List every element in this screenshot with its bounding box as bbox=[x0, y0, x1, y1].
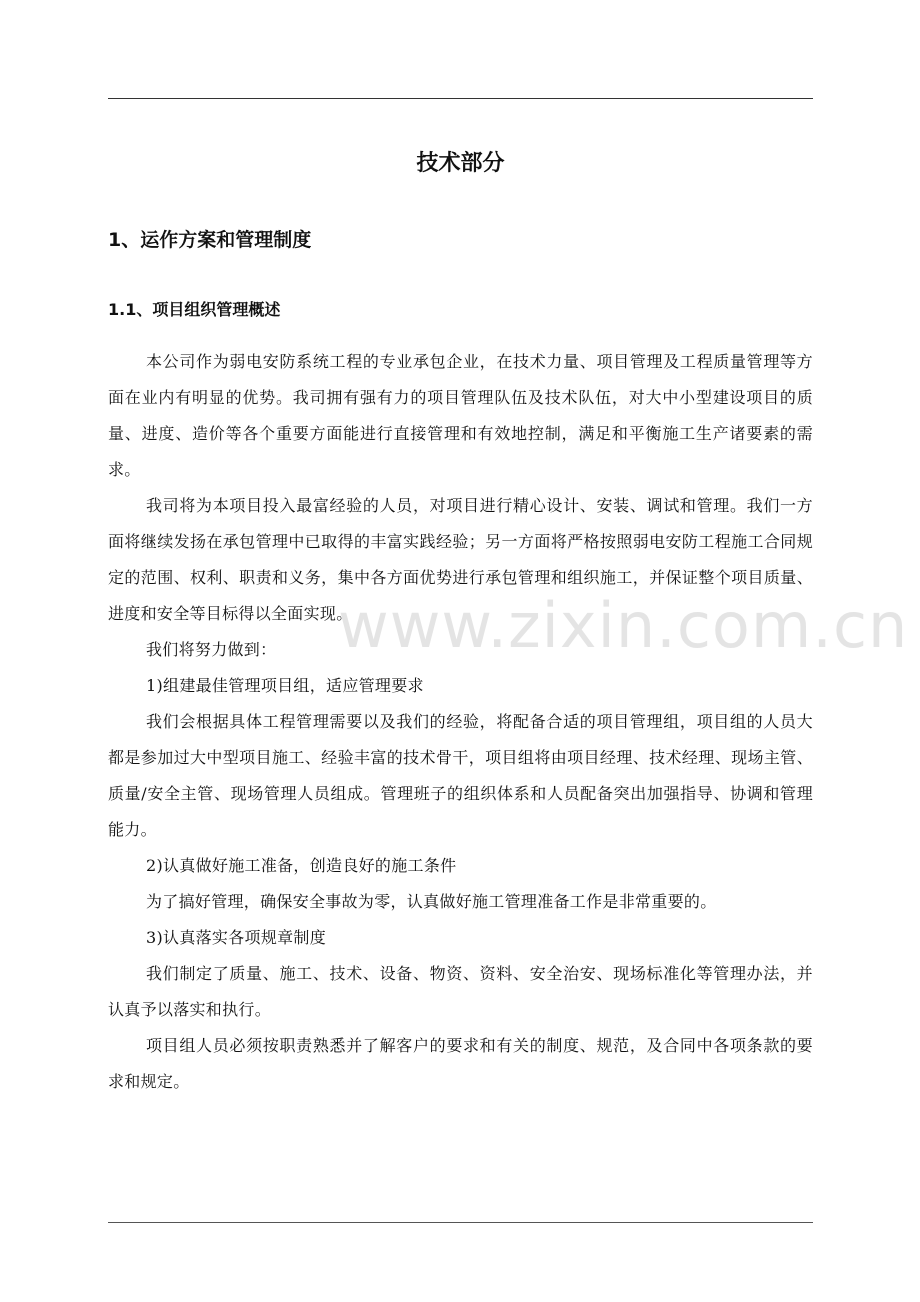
watermark: www.zixin.com.cn bbox=[338, 589, 909, 662]
paragraph: 我司将为本项目投入最富经验的人员，对项目进行精心设计、安装、调试和管理。我们一方面将继续发扬在承包管理中已取得的丰富实践经验；另一方面将严格按照弱电安防工程施工合同规定的范围、权利、职责和义务，集中各方面优势进行承包管理和组织施工，并保证整个项目质量、进度和安全等目标得以全面实现。 bbox=[108, 496, 813, 623]
paragraph: 我们将努力做到： bbox=[146, 640, 277, 659]
list-item-heading: 1)组建最佳管理项目组，适应管理要求 bbox=[146, 676, 424, 695]
section-heading: 1、运作方案和管理制度 bbox=[108, 229, 312, 251]
subsection-heading: 1.1、项目组织管理概述 bbox=[108, 300, 281, 319]
list-item-heading: 3)认真落实各项规章制度 bbox=[146, 928, 327, 947]
footer-rule bbox=[108, 1222, 813, 1223]
paragraph: 我们制定了质量、施工、技术、设备、物资、资料、安全治安、现场标准化等管理办法，并认真予以落实和执行。 bbox=[108, 964, 813, 1019]
body-text bbox=[108, 344, 813, 1100]
paragraph: 我们会根据具体工程管理需要以及我们的经验，将配备合适的项目管理组，项目组的人员大都是参加过大中型项目施工、经验丰富的技术骨干，项目组将由项目经理、技术经理、现场主管、质量/安全主管、现场管理人员组成。管理班子的组织体系和人员配备突出加强指导、协调和管理能力。 bbox=[108, 712, 813, 839]
paragraph: 本公司作为弱电安防系统工程的专业承包企业，在技术力量、项目管理及工程质量管理等方面在业内有明显的优势。我司拥有强有力的项目管理队伍及技术队伍，对大中小型建设项目的质量、进度、造价等各个重要方面能进行直接管理和有效地控制，满足和平衡施工生产诸要素的需求。 bbox=[108, 352, 813, 479]
header-rule bbox=[108, 98, 813, 99]
paragraph: 为了搞好管理，确保安全事故为零，认真做好施工管理准备工作是非常重要的。 bbox=[146, 892, 717, 911]
paragraph: 项目组人员必须按职责熟悉并了解客户的要求和有关的制度、规范，及合同中各项条款的要求和规定。 bbox=[108, 1036, 813, 1091]
list-item-heading: 2)认真做好施工准备，创造良好的施工条件 bbox=[146, 856, 457, 875]
document-title: 技术部分 bbox=[416, 151, 505, 176]
